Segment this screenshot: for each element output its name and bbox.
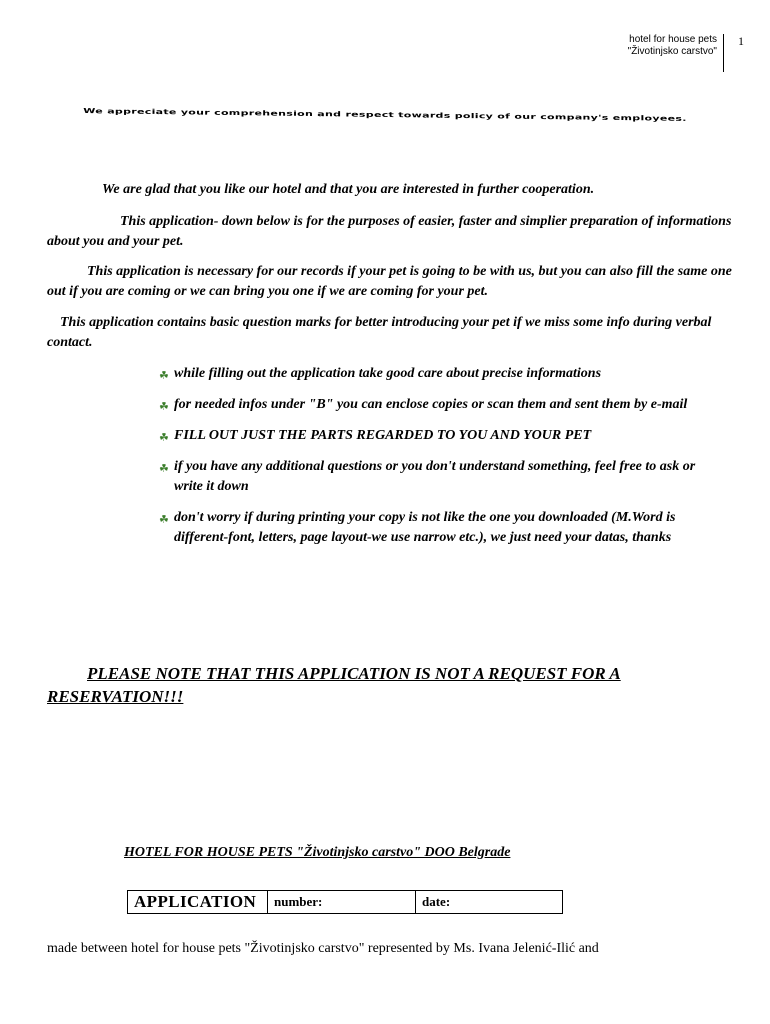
- list-item: [159, 364, 724, 384]
- intro-paragraph-4: This application contains basic question marks for better introducing your pet if we miss some info during verbal contact.: [47, 315, 712, 350]
- intro-paragraph-2: This application- down below is for the purposes of easier, faster and simplier preparation of informations about you and your pet.: [47, 214, 732, 249]
- application-date-field: date:: [416, 891, 563, 914]
- list-item-text: while filling out the application take good care about precise informations: [174, 366, 602, 381]
- application-table: [127, 890, 563, 914]
- list-item: [159, 426, 724, 446]
- application-label: APPLICATION: [128, 891, 268, 914]
- page-number: 1: [738, 34, 744, 48]
- clover-bullet-icon: ☘: [159, 462, 169, 475]
- reservation-notice: PLEASE NOTE THAT THIS APPLICATION IS NOT A REQUEST FOR A RESERVATION!!!: [47, 664, 621, 706]
- header-line-2: "Životinjsko carstvo": [627, 46, 717, 57]
- list-item: [159, 395, 724, 415]
- clover-bullet-icon: ☘: [159, 513, 169, 526]
- intro-paragraph-1: We are glad that you like our hotel and that you are interested in further cooperation.: [102, 182, 595, 197]
- list-item-text: for needed infos under "B" you can enclose copies or scan them and sent them by e-mail: [174, 397, 688, 412]
- application-number-field: number:: [268, 891, 416, 914]
- intro-paragraph-3: This application is necessary for our records if your pet is going to be with us, but you can also fill the same one out if you are coming or we can bring you one if we are coming for your pet.: [47, 264, 732, 299]
- list-item-text: FILL OUT JUST THE PARTS REGARDED TO YOU AND YOUR PET: [174, 428, 592, 443]
- running-header: [628, 34, 724, 72]
- made-between-text: made between hotel for house pets "Životinjsko carstvo" represented by Ms. Ivana Jelenić-Ilić and: [47, 941, 599, 956]
- policy-banner: We appreciate your comprehension and respect towards policy of our company's employees.: [83, 106, 687, 123]
- list-item-text: if you have any additional questions or you don't understand something, feel free to ask or write it down: [174, 459, 696, 494]
- list-item: [159, 508, 724, 548]
- instructions-list: [159, 364, 724, 559]
- clover-bullet-icon: ☘: [159, 431, 169, 444]
- header-line-1: hotel for house pets: [629, 34, 717, 45]
- list-item: [159, 457, 724, 497]
- clover-bullet-icon: ☘: [159, 369, 169, 382]
- hotel-title: HOTEL FOR HOUSE PETS "Životinjsko carstvo" DOO Belgrade: [124, 845, 511, 860]
- clover-bullet-icon: ☘: [159, 400, 169, 413]
- list-item-text: don't worry if during printing your copy is not like the one you downloaded (M.Word is different-font, letters, page layout-we use narrow etc.), we just need your datas, thanks: [174, 510, 676, 545]
